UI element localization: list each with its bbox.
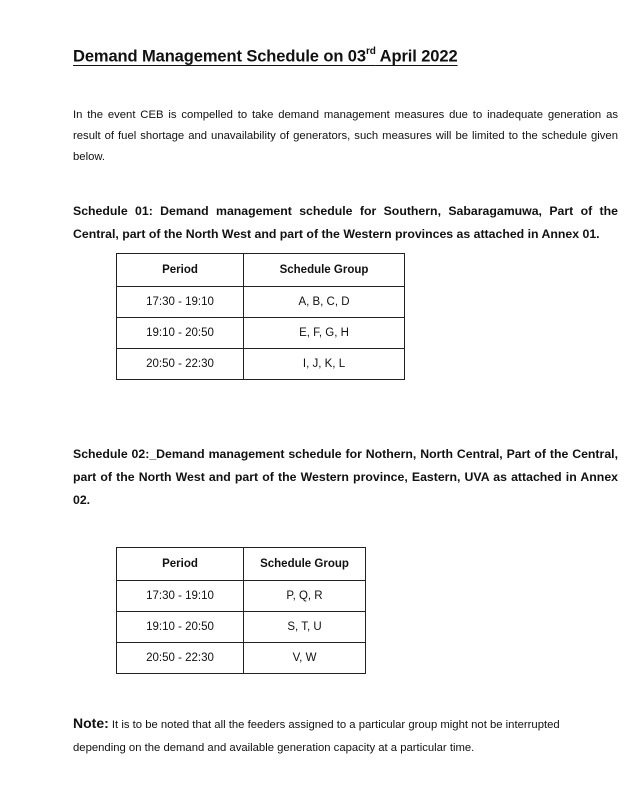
group-cell: A, B, C, D [244,287,405,318]
schedule-1-heading: Schedule 01: Demand management schedule for Southern, Sabaragamuwa, Part of the Central, part of the North West and part of the Western provinces as attached in Annex 01. [73,204,618,241]
title-suffix: April 2022 [375,47,458,66]
group-cell: P, Q, R [244,581,366,612]
schedule-2-heading: Schedule 02:_Demand management schedule for Nothern, North Central, Part of the Central, part of the North West and part of the Western province, Eastern, UVA as attached in Annex 02. [73,447,618,507]
group-cell: V, W [244,643,366,674]
table-row [117,287,405,318]
column-header-period: Period [117,254,244,287]
period-cell: 20:50 - 22:30 [117,643,244,674]
table-row [117,581,366,612]
column-header-period: Period [117,548,244,581]
table-row [117,318,405,349]
page-title [73,47,458,67]
period-cell: 17:30 - 19:10 [117,581,244,612]
note-text: It is to be noted that all the feeders assigned to a particular group might not be interrupted depending on the demand and available generation capacity at a particular time. [73,719,560,754]
period-cell: 19:10 - 20:50 [117,612,244,643]
intro-paragraph: In the event CEB is compelled to take demand management measures due to inadequate generation as result of fuel shortage and unavailability of generators, such measures will be limited to the schedule given below. [73,109,618,163]
table-row [117,612,366,643]
period-cell: 19:10 - 20:50 [117,318,244,349]
period-cell: 17:30 - 19:10 [117,287,244,318]
note-label: Note: [73,715,109,731]
note-paragraph [73,712,603,760]
title-superscript: rd [365,46,376,57]
table-header-row [117,254,405,287]
table-row [117,349,405,380]
group-cell: E, F, G, H [244,318,405,349]
column-header-schedule-group: Schedule Group [244,548,366,581]
title-prefix: Demand Management Schedule on 03 [73,47,366,66]
schedule-1-table [116,253,405,380]
group-cell: I, J, K, L [244,349,405,380]
period-cell: 20:50 - 22:30 [117,349,244,380]
column-header-schedule-group: Schedule Group [244,254,405,287]
group-cell: S, T, U [244,612,366,643]
table-header-row [117,548,366,581]
table-row [117,643,366,674]
schedule-2-table [116,547,366,674]
